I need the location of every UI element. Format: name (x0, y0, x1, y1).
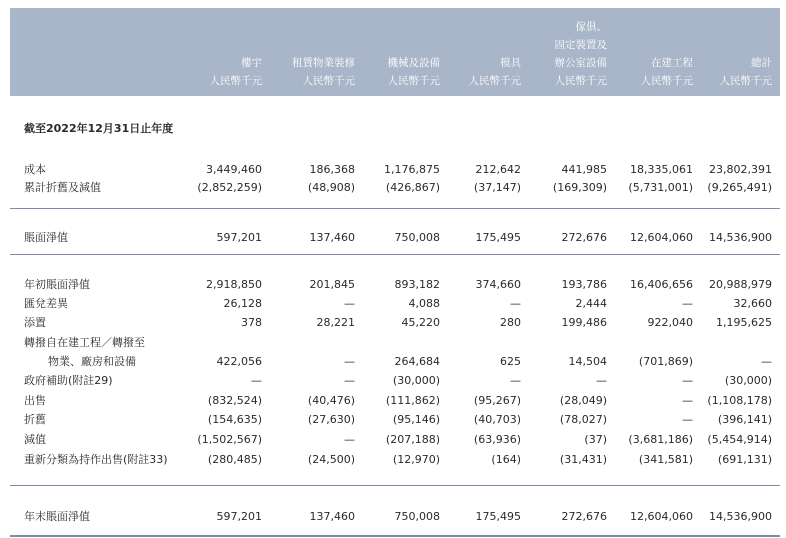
table-cell: (27,630) (307, 413, 355, 426)
table-row (10, 334, 780, 351)
table-cell: 272,676 (561, 231, 607, 244)
table-cell: 193,786 (561, 278, 607, 291)
table-cell: (28,049) (559, 394, 607, 407)
column-header-line: 人民幣千元 (302, 75, 355, 87)
column-header-line: 人民幣千元 (554, 75, 607, 87)
table-cell: (48,908) (307, 181, 355, 194)
table-row (10, 451, 780, 468)
divider (10, 208, 780, 209)
table-cell: (169,309) (552, 181, 607, 194)
row-label: 年初賬面淨值 (24, 278, 90, 291)
table-cell: 441,985 (561, 163, 607, 176)
table-cell: 280 (500, 316, 521, 329)
divider (10, 535, 780, 537)
column-header-line: 傢俱、 (575, 21, 607, 33)
table-cell: 378 (241, 316, 262, 329)
table-cell: 374,660 (475, 278, 521, 291)
column-header-line: 總計 (751, 57, 772, 69)
table-cell: (30,000) (392, 374, 440, 387)
table-row (10, 372, 780, 389)
column-header (292, 54, 355, 90)
table-cell: (207,188) (385, 433, 440, 446)
table-cell: — (682, 374, 693, 387)
column-header-line: 樓宇 (241, 57, 262, 69)
table-cell: (396,141) (717, 413, 772, 426)
table-cell: 199,486 (561, 316, 607, 329)
table-cell: (1,108,178) (707, 394, 772, 407)
table-row (10, 411, 780, 428)
table-cell: (37,147) (473, 181, 521, 194)
row-label: 轉撥自在建工程／轉撥至 (24, 336, 145, 349)
table-cell: (341,581) (638, 453, 693, 466)
table-cell: 23,802,391 (709, 163, 772, 176)
column-header (469, 54, 522, 90)
table-cell: — (344, 374, 355, 387)
row-label: 物業、廠房和設備 (48, 355, 136, 368)
table-cell: 3,449,460 (206, 163, 262, 176)
column-header (210, 54, 263, 90)
table-cell: — (761, 355, 772, 368)
table-cell: 597,201 (216, 510, 262, 523)
table-cell: (31,431) (559, 453, 607, 466)
column-header-line: 人民幣千元 (387, 75, 440, 87)
table-cell: 2,444 (575, 297, 607, 310)
table-row (10, 431, 780, 448)
table-cell: (164) (491, 453, 521, 466)
table-cell: (24,500) (307, 453, 355, 466)
table-row (10, 314, 780, 331)
column-header-line: 模具 (500, 57, 521, 69)
table-cell: — (344, 297, 355, 310)
table-cell: (5,454,914) (707, 433, 772, 446)
table-cell: (832,524) (207, 394, 262, 407)
table-cell: 26,128 (223, 297, 262, 310)
table-row (10, 508, 780, 525)
table-cell: 201,845 (309, 278, 355, 291)
section-title: 截至2022年12月31日止年度 (24, 122, 174, 135)
table-cell: (95,267) (473, 394, 521, 407)
table-cell: 212,642 (475, 163, 521, 176)
table-cell: 625 (500, 355, 521, 368)
table-cell: — (682, 394, 693, 407)
table-cell: 14,536,900 (709, 510, 772, 523)
table-cell: 922,040 (647, 316, 693, 329)
table-cell: 28,221 (316, 316, 355, 329)
table-row (10, 161, 780, 178)
table-header (10, 8, 780, 96)
row-label: 成本 (24, 163, 46, 176)
table-row (10, 229, 780, 246)
row-label: 重新分類為持作出售(附註33) (24, 453, 168, 466)
table-cell: — (596, 374, 607, 387)
column-header-line: 人民幣千元 (719, 75, 772, 87)
table-cell: 2,918,850 (206, 278, 262, 291)
table-cell: 186,368 (309, 163, 355, 176)
table-cell: 14,504 (568, 355, 607, 368)
table-cell: 20,988,979 (709, 278, 772, 291)
table-cell: 422,056 (216, 355, 262, 368)
column-header-line: 租賃物業裝修 (292, 57, 355, 69)
table-row (10, 276, 780, 293)
divider (10, 485, 780, 486)
column-header-line: 辦公室設備 (554, 57, 607, 69)
table-cell: 175,495 (475, 510, 521, 523)
table-cell: (30,000) (724, 374, 772, 387)
table-cell: 175,495 (475, 231, 521, 244)
table-cell: 12,604,060 (630, 231, 693, 244)
table-cell: — (251, 374, 262, 387)
table-cell: 137,460 (309, 231, 355, 244)
table-cell: 137,460 (309, 510, 355, 523)
column-header-line: 人民幣千元 (209, 75, 262, 87)
table-cell: 18,335,061 (630, 163, 693, 176)
table-cell: 272,676 (561, 510, 607, 523)
table-cell: — (510, 297, 521, 310)
table-cell: (111,862) (385, 394, 440, 407)
column-header (720, 54, 773, 90)
table-cell: 45,220 (401, 316, 440, 329)
table-cell: — (682, 413, 693, 426)
table-cell: (40,476) (307, 394, 355, 407)
table-cell: (5,731,001) (628, 181, 693, 194)
column-header (388, 54, 441, 90)
table-cell: — (344, 355, 355, 368)
table-cell: (701,869) (638, 355, 693, 368)
table-cell: 597,201 (216, 231, 262, 244)
table-cell: (280,485) (207, 453, 262, 466)
table-cell: 750,008 (394, 510, 440, 523)
table-cell: — (510, 374, 521, 387)
column-header (641, 54, 694, 90)
table-cell: 1,176,875 (384, 163, 440, 176)
row-label: 賬面淨值 (24, 231, 68, 244)
table-row (10, 295, 780, 312)
table-cell: 4,088 (408, 297, 440, 310)
table-cell: (154,635) (207, 413, 262, 426)
table-row (10, 179, 780, 196)
table-cell: (63,936) (473, 433, 521, 446)
table-cell: (691,131) (717, 453, 772, 466)
table-cell: (9,265,491) (707, 181, 772, 194)
table-cell: 264,684 (394, 355, 440, 368)
table-cell: 12,604,060 (630, 510, 693, 523)
row-label: 添置 (24, 316, 46, 329)
row-label: 減值 (24, 433, 46, 446)
table-cell: (2,852,259) (197, 181, 262, 194)
row-label: 匯兌差異 (24, 297, 68, 310)
column-header-line: 機械及設備 (387, 57, 440, 69)
table-cell: 750,008 (394, 231, 440, 244)
row-label: 累計折舊及減值 (24, 181, 101, 194)
column-header-line: 在建工程 (651, 57, 693, 69)
column-header-line: 固定裝置及 (554, 39, 607, 51)
table-cell: — (682, 297, 693, 310)
table-cell: 893,182 (394, 278, 440, 291)
column-header-line: 人民幣千元 (468, 75, 521, 87)
table-cell: (37) (584, 433, 607, 446)
table-cell: (1,502,567) (197, 433, 262, 446)
row-label: 政府補助(附註29) (24, 374, 113, 387)
table-cell: 16,406,656 (630, 278, 693, 291)
table-cell: (40,703) (473, 413, 521, 426)
table-row (10, 392, 780, 409)
table-cell: (12,970) (392, 453, 440, 466)
table-cell: (426,867) (385, 181, 440, 194)
row-label: 出售 (24, 394, 46, 407)
divider (10, 254, 780, 255)
table-cell: — (344, 433, 355, 446)
table-cell: (3,681,186) (628, 433, 693, 446)
row-label: 折舊 (24, 413, 46, 426)
table-cell: 32,660 (733, 297, 772, 310)
table-cell: 1,195,625 (716, 316, 772, 329)
table-cell: 14,536,900 (709, 231, 772, 244)
table-cell: (95,146) (392, 413, 440, 426)
column-header-line: 人民幣千元 (640, 75, 693, 87)
column-header (555, 18, 608, 90)
row-label: 年末賬面淨值 (24, 510, 90, 523)
table-cell: (78,027) (559, 413, 607, 426)
table-row (10, 353, 780, 370)
